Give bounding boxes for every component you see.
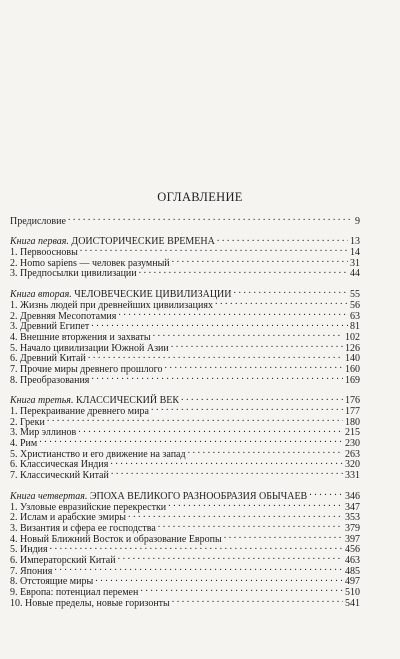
- toc-label: 7. Япония: [10, 565, 53, 577]
- toc-label: 3. Византия и сфера ее господства: [10, 522, 156, 534]
- toc-page-number: 9: [355, 215, 360, 227]
- toc-page-number: 102: [345, 331, 360, 343]
- toc-label: 1. Узловые евразийские перекрестки: [10, 501, 167, 513]
- book-name: Книга первая.: [10, 236, 69, 248]
- toc-label: 2. Ислам и арабские эмиры: [10, 512, 126, 524]
- page-title: ОГЛАВЛЕНИЕ: [157, 190, 243, 204]
- toc-label: 7. Прочие миры древнего прошлого: [10, 363, 163, 375]
- toc-page-number: 456: [345, 544, 360, 556]
- book-title: ЭПОХА ВЕЛИКОГО РАЗНООБРАЗИЯ ОБЫЧАЕВ: [89, 490, 308, 502]
- toc-label: 10. Новые пределы, новые горизонты: [10, 597, 170, 609]
- leader-dots: [111, 467, 343, 478]
- toc-label: 8. Отстоящие миры: [10, 576, 94, 588]
- toc-page-number: 497: [345, 576, 360, 588]
- leader-dots: [128, 510, 343, 521]
- leader-dots: [181, 393, 343, 404]
- toc-label: 7. Классический Китай: [10, 470, 109, 482]
- leader-dots: [88, 351, 343, 362]
- toc-page-number: 56: [350, 299, 360, 311]
- leader-dots: [168, 499, 343, 510]
- leader-dots: [91, 319, 348, 330]
- toc-page-number: 177: [345, 406, 360, 417]
- leader-dots: [172, 595, 343, 606]
- toc-page-number: 55: [350, 289, 360, 301]
- leader-dots: [80, 244, 348, 255]
- toc-chapter-row: [10, 563, 360, 577]
- toc-page-number: 510: [345, 587, 360, 598]
- toc-label: 1. Первоосновы: [10, 247, 78, 259]
- toc-page-number: 215: [345, 427, 360, 439]
- table-of-contents: [10, 213, 360, 609]
- toc-label: 2. Древняя Месопотамия: [10, 310, 117, 322]
- toc-page-number: 126: [345, 342, 360, 354]
- toc-label: 5. Индия: [10, 544, 48, 556]
- leader-dots: [50, 542, 343, 553]
- leader-dots: [140, 584, 343, 595]
- toc-page-number: 263: [345, 448, 360, 460]
- toc-label: 8. Преобразования: [10, 374, 90, 386]
- toc-label: 6. Императорский Китай: [10, 554, 116, 566]
- toc-page-number: 485: [345, 565, 360, 577]
- leader-dots: [153, 329, 343, 340]
- toc-label: 6. Древний Китай: [10, 353, 86, 365]
- toc-book-heading: [10, 488, 360, 502]
- toc-page-number: 320: [345, 459, 360, 471]
- toc-label: 5. Начало цивилизации Южной Азии: [10, 342, 169, 354]
- toc-page-number: 31: [350, 257, 360, 269]
- toc-page-number: 346: [345, 490, 360, 502]
- toc-page-number: 14: [350, 247, 360, 259]
- toc-label: 3. Предпосылки цивилизации: [10, 268, 137, 280]
- toc-page-number: 13: [350, 236, 360, 248]
- toc-label: 5. Христианство и его движение на запад: [10, 448, 186, 460]
- toc-label: 1. Жизнь людей при древнейших цивилизациях: [10, 299, 213, 311]
- leader-dots: [110, 457, 343, 468]
- leader-dots: [188, 446, 343, 457]
- toc-chapter-row: [10, 435, 360, 450]
- toc-label: 2. Греки: [10, 416, 45, 428]
- toc-page-number: 176: [345, 395, 360, 407]
- toc-label: Предисловие: [10, 215, 66, 227]
- toc-page-number: 230: [345, 438, 360, 450]
- leader-dots: [217, 234, 348, 245]
- leader-dots: [68, 213, 353, 224]
- toc-page-number: 160: [345, 363, 360, 375]
- leader-dots: [54, 563, 343, 574]
- toc-chapter-row: [10, 552, 360, 566]
- leader-dots: [118, 308, 348, 319]
- toc-page-number: 379: [345, 522, 360, 534]
- leader-dots: [164, 361, 343, 372]
- toc-label: 2. Homo sapiens — человек разумный: [10, 257, 170, 269]
- toc-page-number: 463: [345, 554, 360, 566]
- leader-dots: [118, 552, 343, 563]
- leader-dots: [309, 488, 343, 499]
- toc-page-number: 169: [345, 374, 360, 386]
- leader-dots: [78, 425, 343, 436]
- book-name: Книга четвертая.: [10, 490, 88, 502]
- toc-label: 3. Древний Египет: [10, 321, 90, 333]
- leader-dots: [158, 520, 343, 531]
- toc-book-heading: [10, 234, 360, 248]
- book-name: Книга третья.: [10, 395, 74, 407]
- leader-dots: [171, 340, 343, 351]
- book-title: ЧЕЛОВЕЧЕСКИЕ ЦИВИЛИЗАЦИИ: [74, 289, 232, 301]
- toc-page-number: 541: [345, 597, 360, 609]
- toc-book-heading: [10, 286, 360, 301]
- leader-dots: [139, 266, 348, 277]
- leader-dots: [95, 574, 343, 585]
- toc-page-number: 353: [345, 512, 360, 524]
- leader-dots: [234, 286, 349, 297]
- book-name: Книга вторая.: [10, 289, 72, 301]
- toc-label: 6. Классическая Индия: [10, 459, 109, 471]
- toc-label: 3. Мир эллинов: [10, 427, 77, 439]
- toc-chapter-row: [10, 574, 360, 588]
- toc-page-number: 347: [345, 501, 360, 513]
- toc-label: 4. Новый Ближний Восток и образование Европы: [10, 533, 222, 545]
- leader-dots: [224, 531, 343, 542]
- book-title: ДОИСТОРИЧЕСКИЕ ВРЕМЕНА: [71, 236, 215, 248]
- toc-page-number: 44: [350, 268, 360, 280]
- leader-dots: [91, 372, 343, 383]
- leader-dots: [215, 297, 348, 308]
- toc-row-preface: [10, 213, 360, 227]
- toc-page-number: 397: [345, 533, 360, 545]
- toc-chapter-row: [10, 446, 360, 460]
- toc-chapter-row: [10, 542, 360, 556]
- toc-label: 4. Рим: [10, 438, 38, 450]
- toc-chapter-row: [10, 414, 360, 428]
- toc-book-heading: [10, 393, 360, 407]
- toc-chapter-row: [10, 425, 360, 439]
- toc-page-number: 180: [345, 416, 360, 428]
- toc-label: 1. Перекраивание древнего мира: [10, 406, 149, 417]
- toc-label: 9. Европа: потенциал перемен: [10, 587, 139, 598]
- toc-page-number: 63: [350, 310, 360, 322]
- leader-dots: [39, 435, 343, 446]
- leader-dots: [47, 414, 343, 425]
- toc-label: 4. Внешние вторжения и захваты: [10, 331, 151, 343]
- toc-page-number: 331: [345, 470, 360, 482]
- toc-page-number: 140: [345, 353, 360, 365]
- leader-dots: [172, 255, 348, 266]
- leader-dots: [151, 403, 343, 414]
- book-title: КЛАССИЧЕСКИЙ ВЕК: [75, 395, 180, 407]
- toc-page-number: 81: [350, 321, 360, 333]
